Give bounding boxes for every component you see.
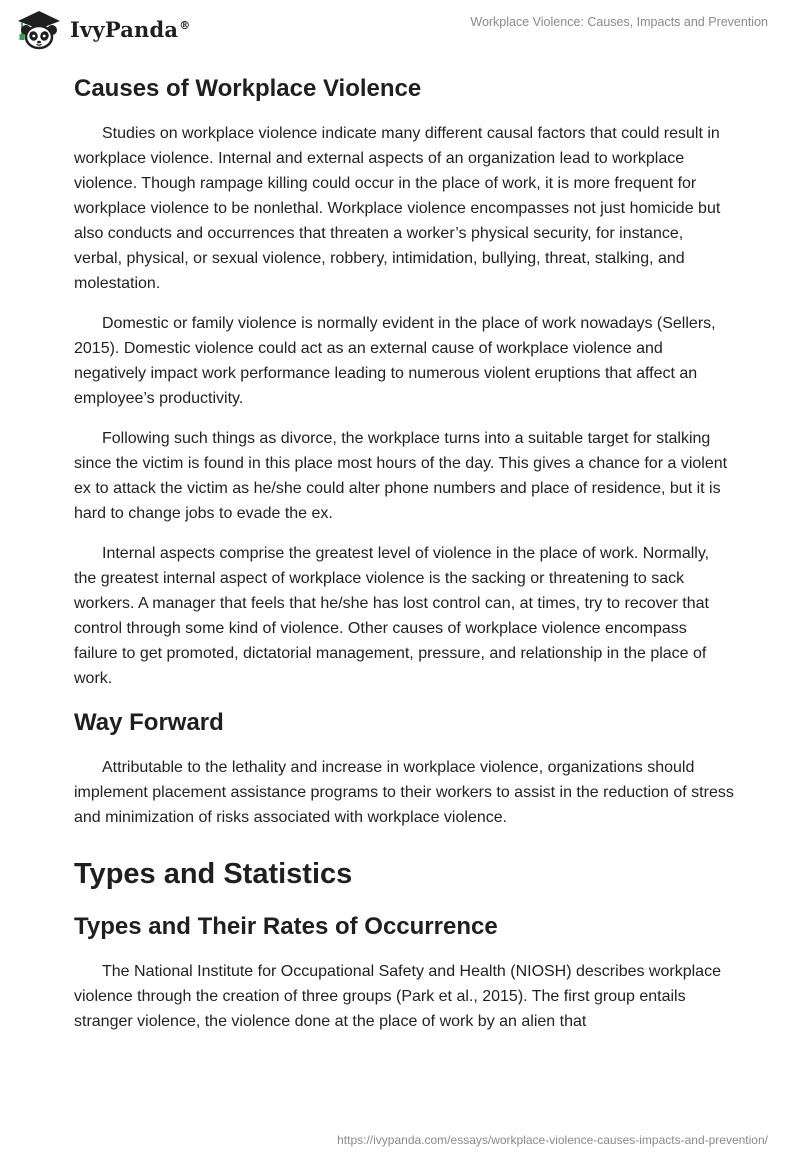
ivypanda-logo[interactable] (14, 8, 190, 50)
paragraph: Domestic or family violence is normally evident in the place of work nowadays (Sellers, 2015). Domestic violence could act as an external cause of workplace violence and negatively impact work performance leading to numerous violent eruptions that affect an employee’s productivity. (74, 315, 716, 407)
brand-name: IvyPanda® (70, 16, 191, 42)
panda-graduate-icon (14, 8, 64, 50)
heading-way-forward: Way Forward (74, 709, 224, 736)
heading-types-and-statistics: Types and Statistics (74, 858, 353, 890)
paragraph: Internal aspects comprise the greatest level of violence in the place of work. Normally, the greatest internal aspect of workplace violence is the sacking or threatening to sack workers. A manager that feels that he/she has lost control can, at times, try to recover that control through some kind of violence. Other causes of workplace violence encompass failure to get promoted, dictatorial management, pressure, and relationship in the place of work. (74, 545, 710, 687)
heading-types-rates: Types and Their Rates of Occurrence (74, 913, 498, 940)
paragraph: Studies on workplace violence indicate many different causal factors that could result in workplace violence. Internal and external aspects of an organization lead to workplace violence. Though rampage killing could occur in the place of work, it is more frequent for workplace violence to be nonlethal. Workplace violence encompasses not just homicide but also conducts and occurrences that threaten a worker’s physical security, for instance, verbal, physical, or sexual violence, robbery, intimidation, bullying, threat, stalking, and molestation. (74, 125, 721, 292)
document-title: Workplace Violence: Causes, Impacts and Prevention (470, 15, 768, 29)
essay-content (74, 70, 734, 1034)
source-url[interactable]: https://ivypanda.com/essays/workplace-violence-causes-impacts-and-prevention/ (337, 1133, 768, 1147)
paragraph: Following such things as divorce, the workplace turns into a suitable target for stalking since the victim is found in this place most hours of the day. This gives a chance for a violent ex to attack the victim as he/she could alter phone numbers and place of residence, but it is hard to change jobs to evade the ex. (74, 430, 728, 522)
paragraph: The National Institute for Occupational Safety and Health (NIOSH) describes workplace violence through the creation of three groups (Park et al., 2015). The first group entails stranger violence, the violence done at the place of work by an alien that (74, 963, 721, 1030)
paragraph: Attributable to the lethality and increase in workplace violence, organizations should implement placement assistance programs to their workers to assist in the reduction of stress and minimization of risks associated with workplace violence. (74, 759, 734, 826)
page-header (0, 0, 800, 60)
heading-causes: Causes of Workplace Violence (74, 75, 422, 102)
